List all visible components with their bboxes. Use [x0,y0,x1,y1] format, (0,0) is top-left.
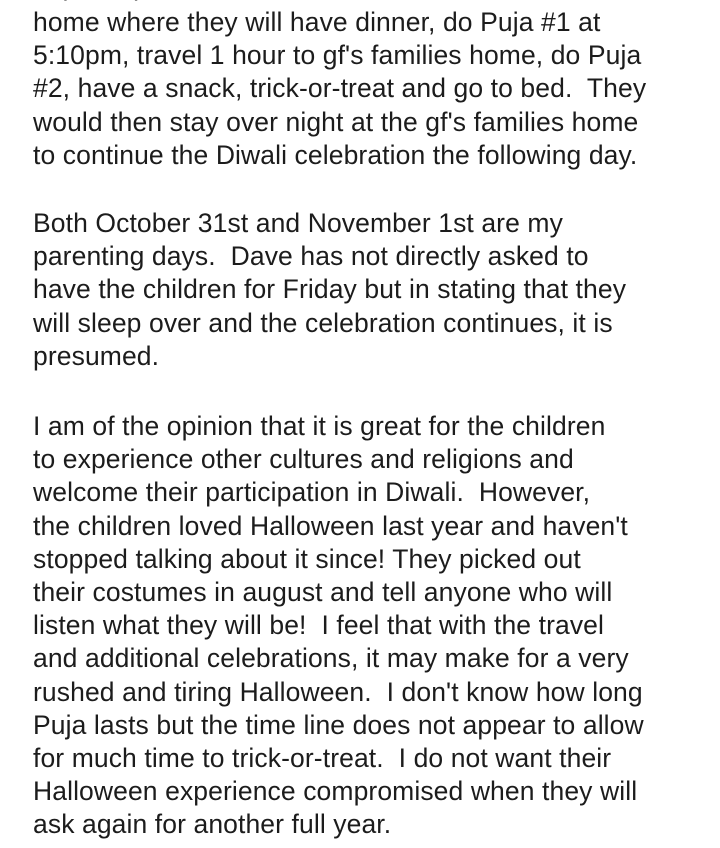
text-line: the children loved Halloween last year and haven't [33,510,628,541]
text-line: ask again for another full year. [33,809,392,840]
text-line: Puja lasts but the time line does not appear to allow [33,709,644,740]
text-line: and additional celebrations, it may make for a very [33,643,629,674]
text-line: welcome their participation in Diwali. However, [33,477,591,508]
text-line: to experience other cultures and religions and [33,444,574,475]
text-line: to continue the Diwali celebration the following day. [33,139,638,170]
text-line: 5:10pm, travel 1 hour to gf's families home, do Puja [33,40,642,71]
text-line: for much time to trick-or-treat. I do not want their [33,743,612,774]
paragraph-1 [33,6,713,172]
paragraph-3 [33,410,713,842]
text-line: listen what they will be! I feel that with the travel [33,610,605,641]
text-line: Halloween experience compromised when they will [33,776,638,807]
paragraph-2 [33,207,713,373]
text-line: I am of the opinion that it is great for the children [33,411,606,441]
text-line: home where they will have dinner, do Puja #1 at [33,7,601,37]
text-line: their costumes in august and tell anyone who will [33,577,613,608]
partial-top-line-text [33,0,713,3]
text-line: will sleep over and the celebration continues, it is [33,307,613,338]
text-line: rushed and tiring Halloween. I don't know how long [33,676,643,707]
text-line: parenting days. Dave has not directly asked to [33,241,589,272]
partial-top-line [33,0,713,4]
text-line: would then stay over night at the gf's families home [33,106,639,137]
text-line: stopped talking about it since! They picked out [33,543,581,574]
text-line: presumed. [33,340,160,371]
text-line: have the children for Friday but in stating that they [33,274,627,305]
text-line: Both October 31st and November 1st are my [33,208,563,238]
text-line: #2, have a snack, trick-or-treat and go to bed. They [33,73,647,104]
